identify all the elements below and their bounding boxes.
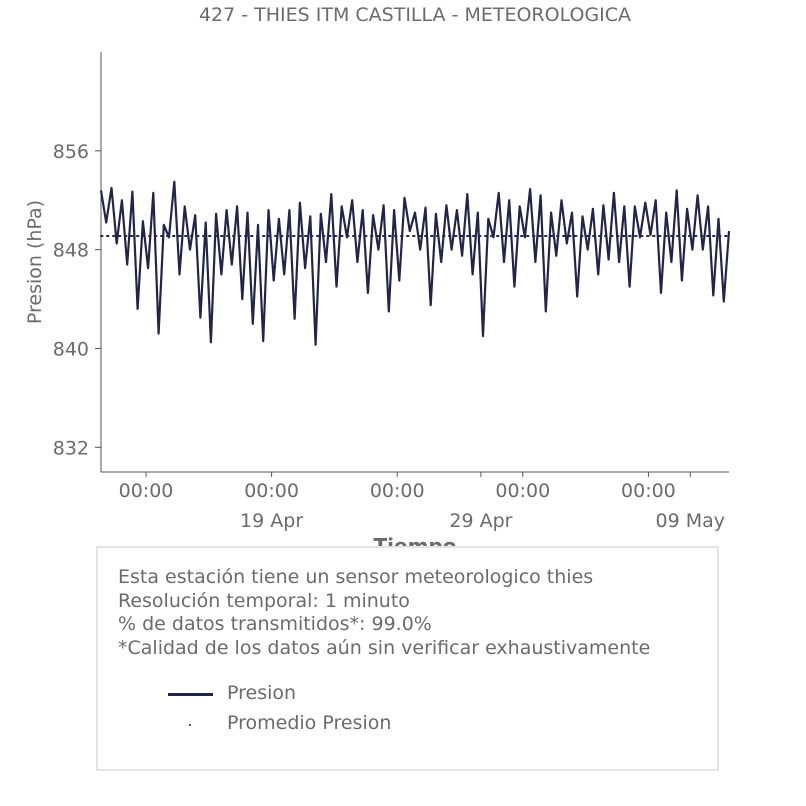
- info-line-transmitted: % de datos transmitidos*: 99.0%: [118, 613, 432, 635]
- legend-dot-swatch: [189, 724, 191, 726]
- info-box: [96, 546, 719, 771]
- info-line-station: Esta estación tiene un sensor meteorologico thies: [118, 566, 594, 588]
- x-tick-label: 00:00: [369, 480, 425, 502]
- series-presion-line: [101, 182, 729, 345]
- chart-title: 427 - THIES ITM CASTILLA - METEOROLOGICA: [198, 4, 632, 26]
- info-line-resolution: Resolución temporal: 1 minuto: [118, 589, 410, 612]
- y-tick-label: 848: [52, 239, 89, 262]
- y-tick-label: 840: [52, 338, 89, 361]
- info-text: [118, 566, 650, 660]
- info-line-quality: *Calidad de los datos aún sin verificar exhaustivamente: [118, 636, 651, 659]
- y-axis-label: Presion (hPa): [24, 199, 46, 325]
- x-tick-label: 00:00: [118, 480, 174, 502]
- x-date-label: 19 Apr: [240, 510, 304, 532]
- legend-label: Presion: [227, 682, 297, 704]
- y-tick-label: 856: [52, 140, 89, 163]
- x-tick-label: 00:00: [244, 480, 299, 502]
- x-date-label: 29 Apr: [449, 510, 513, 532]
- x-axis-ticks: [119, 472, 725, 532]
- x-tick-label: 00:00: [495, 480, 551, 502]
- x-tick-label: 00:00: [621, 480, 676, 502]
- legend-line-swatch: [168, 693, 213, 696]
- x-date-label: 09 May: [655, 510, 726, 532]
- legend-label: Promedio Presion: [227, 712, 392, 734]
- y-axis-ticks: [53, 141, 101, 459]
- y-tick-label: 832: [52, 437, 89, 460]
